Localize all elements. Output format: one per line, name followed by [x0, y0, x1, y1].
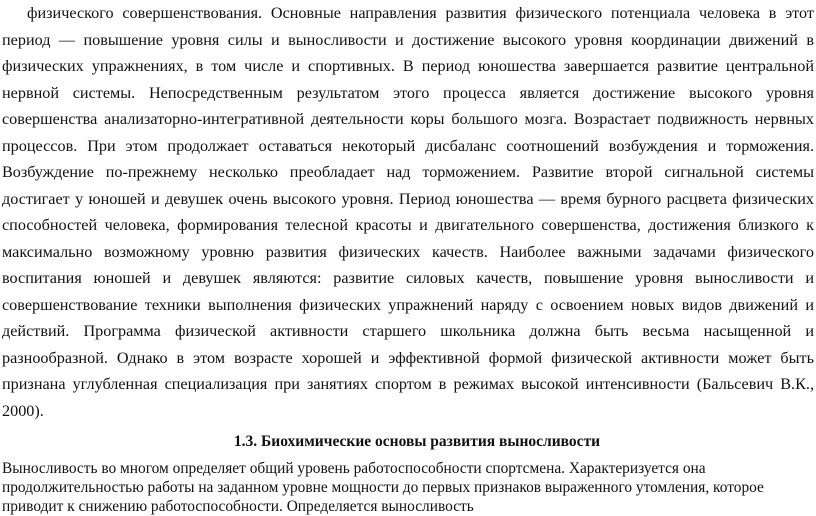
body-paragraph-youth-development: физического совершенствования. Основные направления развития физического потенциала человека в этот период — повышение уровня силы и выносливости и достижение высокого уровня координации движений в физических упражнениях, в том числе и спортивных. В период юношества завершается развитие центральной нервной системы. Непосредственным результатом этого процесса является достижение высокого уровня совершенства анализаторно-интегративной деятельности коры большого мозга. Возрастает подвижность нервных процессов. При этом продолжает оставаться некоторый дисбаланс соотношений возбуждения и торможения. Возбуждение по-прежнему несколько преобладает над торможением. Развитие второй сигнальной системы достигает у юношей и девушек очень высокого уровня. Период юношества — время бурного расцвета физических способностей человека, формирования телесной красоты и двигательного совершенства, достижения близкого к максимально возможному уровню развития физических качеств. Наиболее важными задачами физического воспитания юношей и девушек являются: развитие силовых качеств, повышение уровня выносливости и совершенствование техники выполнения физических упражнений наряду с освоением новых видов движений и действий. Программа физической активности старшего школьника должна быть весьма насыщенной и разнообразной. Однако в этом возрасте хорошей и эффективной формой физической активности может быть признана углубленная специализация при занятиях спортом в режимах высокой интенсивности (Бальсевич В.К., 2000).	[2, 4, 814, 420]
body-paragraph-endurance: Выносливость во многом определяет общий уровень работоспособности спортсмена. Характеризуется она продолжительностью работы на заданном уровне мощности до первых признаков выраженного утомления, которое приводит к снижению работоспособности. Определяется выносливость	[2, 460, 764, 515]
section-heading-endurance-biochemistry: 1.3. Биохимические основы развития выносливости	[233, 433, 601, 450]
